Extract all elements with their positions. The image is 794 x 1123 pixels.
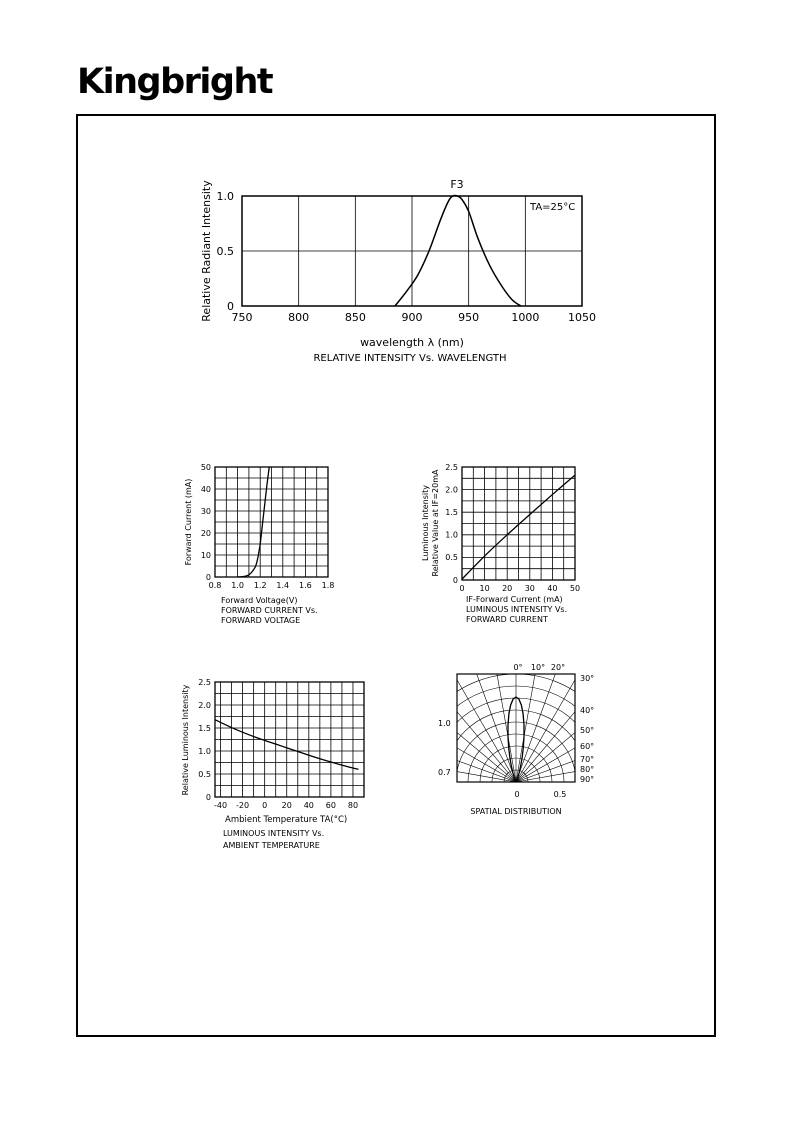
- li-current-y-tick-label: 0: [452, 575, 458, 585]
- spatial-bottom-0: 0: [514, 790, 520, 799]
- iv-x-tick-label: 1.8: [321, 581, 335, 590]
- spatial-radial-1-0: 1.0: [438, 719, 451, 728]
- brand-logo: Kingbright: [77, 62, 273, 102]
- spectrum-series-label: F3: [450, 178, 464, 191]
- iv-caption-line2: FORWARD VOLTAGE: [221, 616, 301, 625]
- li-current-ylabel-line2: Relative Value at IF=20mA: [431, 469, 440, 577]
- iv-x-tick-label: 1.4: [276, 581, 290, 590]
- spatial-angle-40: 40°: [580, 706, 595, 715]
- iv-xlabel: Forward Voltage(V): [221, 596, 298, 605]
- li-current-y-tick-label: 1.0: [445, 530, 458, 540]
- iv-y-tick-label: 20: [200, 528, 211, 538]
- li-temp-y-tick-label: 1.5: [198, 723, 211, 733]
- li-current-x-tick-label: 10: [479, 584, 490, 593]
- spatial-bottom-0-5: 0.5: [553, 790, 567, 799]
- spectrum-x-tick-label: 800: [288, 311, 310, 324]
- li-temp-y-tick-label: 1.0: [198, 746, 211, 756]
- li-current-caption-line2: FORWARD CURRENT: [466, 615, 548, 624]
- li-temp-x-tick-label: -40: [213, 801, 228, 810]
- iv-y-tick-label: 0: [205, 572, 211, 582]
- spatial-angle-30: 30°: [580, 674, 595, 683]
- li-temp-x-tick-label: 20: [281, 801, 292, 810]
- li-current-x-tick-label: 20: [502, 584, 513, 593]
- spatial-angle-80: 80°: [580, 765, 595, 774]
- li-current-x-tick-label: 0: [459, 584, 465, 593]
- iv-chart: [180, 455, 355, 635]
- spectrum-x-tick-label: 900: [401, 311, 423, 324]
- spectrum-caption: RELATIVE INTENSITY Vs. WAVELENGTH: [313, 353, 507, 364]
- spatial-angle-20: 20°: [550, 663, 566, 672]
- spectrum-x-tick-label: 950: [458, 311, 480, 324]
- spectrum-x-tick-label: 1050: [568, 311, 596, 324]
- li-temp-caption-line2: AMBIENT TEMPERATURE: [223, 841, 320, 850]
- li-current-y-tick-label: 1.5: [445, 508, 458, 517]
- spectrum-x-tick-label: 1000: [511, 311, 540, 324]
- spatial-angle-70: 70°: [580, 755, 595, 764]
- li-temp-chart: [178, 670, 378, 860]
- li-current-caption-line1: LUMINOUS INTENSITY Vs.: [466, 605, 568, 614]
- iv-x-tick-label: 0.8: [208, 581, 222, 590]
- iv-y-tick-label: 40: [200, 484, 211, 494]
- li-current-y-tick-label: 0.5: [445, 553, 458, 563]
- spatial-angle-10: 10°: [530, 663, 546, 672]
- iv-x-tick-label: 1.2: [253, 581, 267, 590]
- spectrum-y-tick-label: 0.5: [216, 244, 234, 258]
- spectrum-y-tick-label: 0: [227, 299, 234, 313]
- li-current-y-tick-label: 2.5: [445, 462, 458, 472]
- li-current-chart: [420, 455, 595, 635]
- spectrum-xlabel: wavelength λ (nm): [360, 336, 464, 349]
- li-current-x-tick-label: 50: [569, 584, 581, 593]
- spatial-angle-50: 50°: [580, 726, 595, 735]
- iv-y-tick-label: 10: [200, 550, 211, 560]
- li-temp-y-tick-label: 2.5: [198, 677, 211, 687]
- li-temp-y-tick-label: 0.5: [198, 769, 211, 779]
- li-temp-x-tick-label: -20: [236, 801, 250, 810]
- li-current-ylabel-line1: Luminous Intensity: [421, 485, 430, 561]
- spatial-angle-0: 0°: [513, 663, 523, 672]
- spectrum-x-tick-label: 750: [231, 311, 253, 324]
- li-temp-x-tick-label: 0: [262, 801, 268, 810]
- li-temp-xlabel: Ambient Temperature TA(°C): [225, 815, 348, 825]
- li-temp-y-tick-label: 2.0: [198, 700, 211, 710]
- spatial-caption: SPATIAL DISTRIBUTION: [470, 807, 562, 816]
- li-temp-x-tick-label: 60: [325, 801, 336, 810]
- li-current-xlabel: IF-Forward Current (mA): [466, 595, 563, 604]
- li-temp-x-tick-label: 40: [303, 801, 314, 810]
- li-temp-ylabel: Relative Luminous Intensity: [181, 684, 190, 796]
- spatial-chart: [430, 660, 600, 820]
- iv-y-tick-label: 30: [200, 506, 211, 516]
- spectrum-x-tick-label: 850: [344, 311, 366, 324]
- li-current-y-tick-label: 2.0: [445, 485, 458, 495]
- spatial-radial-0-7: 0.7: [438, 768, 451, 777]
- spectrum-chart: [190, 170, 610, 370]
- li-temp-x-tick-label: 80: [347, 801, 359, 810]
- spectrum-y-tick-label: 1.0: [216, 189, 234, 203]
- iv-x-tick-label: 1.6: [299, 581, 312, 590]
- li-temp-caption-line1: LUMINOUS INTENSITY Vs.: [223, 829, 325, 838]
- spatial-angle-90: 90°: [580, 775, 595, 784]
- spectrum-ylabel: Relative Radiant Intensity: [200, 180, 213, 322]
- iv-caption-line1: FORWARD CURRENT Vs.: [221, 606, 318, 615]
- li-current-x-tick-label: 30: [524, 584, 535, 593]
- spectrum-annotation: TA=25°C: [530, 202, 576, 213]
- iv-ylabel: Forward Current (mA): [184, 478, 193, 566]
- li-temp-y-tick-label: 0: [205, 792, 211, 802]
- iv-x-tick-label: 1.0: [231, 581, 244, 590]
- spatial-angle-60: 60°: [580, 742, 595, 751]
- li-current-x-tick-label: 40: [547, 584, 558, 593]
- iv-y-tick-label: 50: [200, 462, 211, 472]
